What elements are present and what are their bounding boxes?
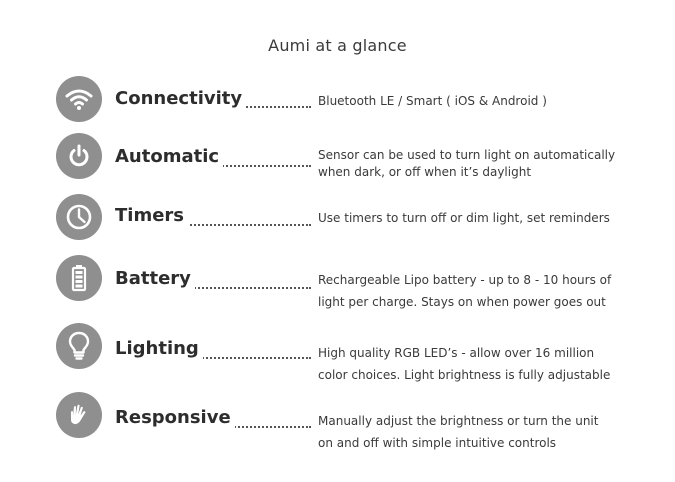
feature-row-connectivity [0,74,675,134]
lightbulb-icon [56,323,102,369]
feature-description [318,208,638,228]
feature-description [318,91,638,111]
description-line: on and off with simple intuitive controls [318,436,557,450]
feature-description [318,410,638,454]
feature-description [318,147,638,181]
description-line: Manually adjust the brightness or turn the unit [318,414,599,428]
feature-row-timers [0,192,675,252]
feature-row-automatic [0,130,675,190]
description-line: when dark, or off when it’s daylight [318,165,532,179]
feature-name: Responsive [115,407,235,428]
description-line: Bluetooth LE / Smart ( iOS & Android ) [318,94,547,108]
hand-icon [56,392,102,438]
feature-description [318,269,638,313]
feature-row-battery [0,255,675,315]
feature-name: Automatic [115,146,223,167]
description-line: light per charge. Stays on when power goes out [318,295,606,309]
description-line: Use timers to turn off or dim light, set reminders [318,211,610,225]
feature-description [318,342,638,386]
description-line: Rechargeable Lipo battery - up to 8 - 10 hours of [318,273,612,287]
battery-icon [56,255,102,301]
clock-icon [56,194,102,240]
description-line: Sensor can be used to turn light on automatically [318,148,616,162]
feature-name: Lighting [115,338,203,359]
description-line: High quality RGB LED’s - allow over 16 million [318,346,595,360]
feature-row-responsive [0,392,675,452]
page-title: Aumi at a glance [268,36,407,55]
description-line: color choices. Light brightness is fully adjustable [318,368,611,382]
feature-name: Connectivity [115,88,246,109]
wifi-icon [56,76,102,122]
feature-name: Timers [115,205,188,226]
feature-row-lighting [0,323,675,383]
feature-name: Battery [115,268,195,289]
power-icon [56,133,102,179]
